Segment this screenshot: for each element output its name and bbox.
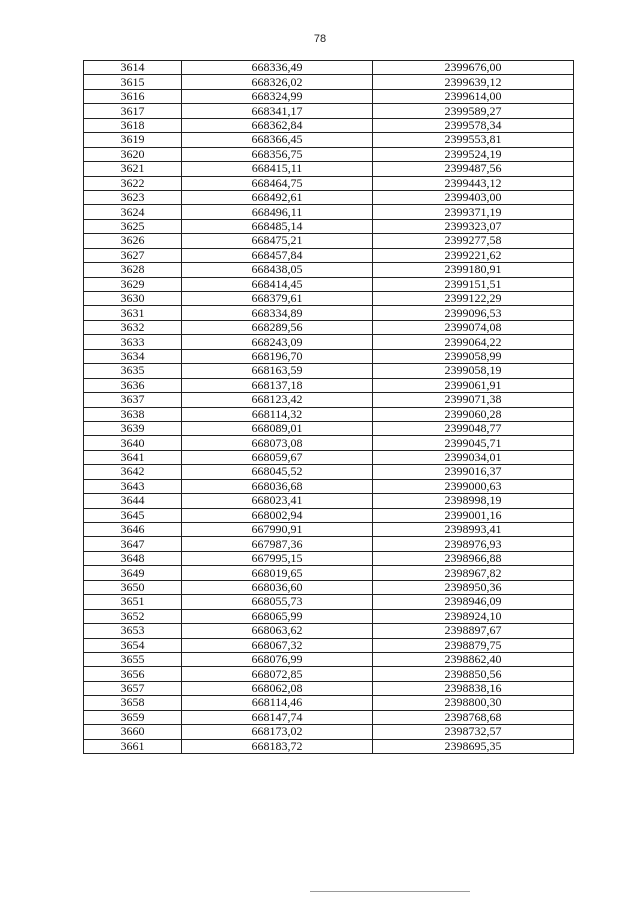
y-coordinate-cell: 2399016,37 — [373, 465, 574, 479]
table-row — [84, 407, 574, 421]
y-coordinate-cell: 2399180,91 — [373, 263, 574, 277]
point-number-cell: 3646 — [84, 523, 182, 537]
x-coordinate-cell: 668415,11 — [182, 162, 373, 176]
x-coordinate-cell: 668002,94 — [182, 508, 373, 522]
coordinates-table — [83, 60, 574, 754]
point-number-cell: 3614 — [84, 61, 182, 75]
table-row — [84, 118, 574, 132]
point-number-cell: 3631 — [84, 306, 182, 320]
x-coordinate-cell: 667995,15 — [182, 551, 373, 565]
table-row — [84, 566, 574, 580]
table-row — [84, 75, 574, 89]
x-coordinate-cell: 668089,01 — [182, 421, 373, 435]
y-coordinate-cell: 2399034,01 — [373, 450, 574, 464]
y-coordinate-cell: 2398966,88 — [373, 551, 574, 565]
y-coordinate-cell: 2399371,19 — [373, 205, 574, 219]
point-number-cell: 3616 — [84, 89, 182, 103]
coordinates-table-body — [84, 61, 574, 754]
y-coordinate-cell: 2398768,68 — [373, 710, 574, 724]
y-coordinate-cell: 2399403,00 — [373, 190, 574, 204]
point-number-cell: 3626 — [84, 234, 182, 248]
x-coordinate-cell: 668137,18 — [182, 378, 373, 392]
y-coordinate-cell: 2398897,67 — [373, 624, 574, 638]
y-coordinate-cell: 2399071,38 — [373, 393, 574, 407]
table-row — [84, 667, 574, 681]
table-row — [84, 248, 574, 262]
x-coordinate-cell: 668366,45 — [182, 133, 373, 147]
x-coordinate-cell: 668414,45 — [182, 277, 373, 291]
point-number-cell: 3634 — [84, 349, 182, 363]
point-number-cell: 3656 — [84, 667, 182, 681]
point-number-cell: 3648 — [84, 551, 182, 565]
x-coordinate-cell: 668036,60 — [182, 580, 373, 594]
x-coordinate-cell: 668073,08 — [182, 436, 373, 450]
point-number-cell: 3640 — [84, 436, 182, 450]
point-number-cell: 3624 — [84, 205, 182, 219]
point-number-cell: 3627 — [84, 248, 182, 262]
x-coordinate-cell: 667990,91 — [182, 523, 373, 537]
table-row — [84, 638, 574, 652]
point-number-cell: 3654 — [84, 638, 182, 652]
y-coordinate-cell: 2399045,71 — [373, 436, 574, 450]
table-row — [84, 652, 574, 666]
table-row — [84, 364, 574, 378]
table-row — [84, 205, 574, 219]
x-coordinate-cell: 668475,21 — [182, 234, 373, 248]
point-number-cell: 3649 — [84, 566, 182, 580]
x-coordinate-cell: 668023,41 — [182, 494, 373, 508]
x-coordinate-cell: 668019,65 — [182, 566, 373, 580]
table-row — [84, 436, 574, 450]
table-row — [84, 320, 574, 334]
table-row — [84, 133, 574, 147]
x-coordinate-cell: 668326,02 — [182, 75, 373, 89]
point-number-cell: 3638 — [84, 407, 182, 421]
point-number-cell: 3622 — [84, 176, 182, 190]
point-number-cell: 3655 — [84, 652, 182, 666]
point-number-cell: 3618 — [84, 118, 182, 132]
x-coordinate-cell: 668062,08 — [182, 681, 373, 695]
point-number-cell: 3621 — [84, 162, 182, 176]
x-coordinate-cell: 668362,84 — [182, 118, 373, 132]
point-number-cell: 3619 — [84, 133, 182, 147]
point-number-cell: 3628 — [84, 263, 182, 277]
point-number-cell: 3647 — [84, 537, 182, 551]
y-coordinate-cell: 2399074,08 — [373, 320, 574, 334]
point-number-cell: 3625 — [84, 219, 182, 233]
x-coordinate-cell: 668379,61 — [182, 292, 373, 306]
table-row — [84, 421, 574, 435]
y-coordinate-cell: 2398695,35 — [373, 739, 574, 753]
table-row — [84, 681, 574, 695]
x-coordinate-cell: 668173,02 — [182, 725, 373, 739]
y-coordinate-cell: 2398967,82 — [373, 566, 574, 580]
point-number-cell: 3643 — [84, 479, 182, 493]
point-number-cell: 3633 — [84, 335, 182, 349]
x-coordinate-cell: 668438,05 — [182, 263, 373, 277]
point-number-cell: 3653 — [84, 624, 182, 638]
x-coordinate-cell: 668036,68 — [182, 479, 373, 493]
y-coordinate-cell: 2399221,62 — [373, 248, 574, 262]
point-number-cell: 3637 — [84, 393, 182, 407]
y-coordinate-cell: 2399151,51 — [373, 277, 574, 291]
x-coordinate-cell: 668055,73 — [182, 595, 373, 609]
y-coordinate-cell: 2399443,12 — [373, 176, 574, 190]
y-coordinate-cell: 2399589,27 — [373, 104, 574, 118]
y-coordinate-cell: 2398879,75 — [373, 638, 574, 652]
x-coordinate-cell: 668196,70 — [182, 349, 373, 363]
x-coordinate-cell: 667987,36 — [182, 537, 373, 551]
x-coordinate-cell: 668457,84 — [182, 248, 373, 262]
y-coordinate-cell: 2398950,36 — [373, 580, 574, 594]
y-coordinate-cell: 2398732,57 — [373, 725, 574, 739]
table-row — [84, 263, 574, 277]
x-coordinate-cell: 668114,46 — [182, 696, 373, 710]
y-coordinate-cell: 2399048,77 — [373, 421, 574, 435]
table-row — [84, 277, 574, 291]
y-coordinate-cell: 2398850,56 — [373, 667, 574, 681]
y-coordinate-cell: 2399058,19 — [373, 364, 574, 378]
table-row — [84, 292, 574, 306]
point-number-cell: 3635 — [84, 364, 182, 378]
point-number-cell: 3639 — [84, 421, 182, 435]
y-coordinate-cell: 2398998,19 — [373, 494, 574, 508]
y-coordinate-cell: 2399058,99 — [373, 349, 574, 363]
table-row — [84, 739, 574, 753]
point-number-cell: 3620 — [84, 147, 182, 161]
point-number-cell: 3629 — [84, 277, 182, 291]
x-coordinate-cell: 668072,85 — [182, 667, 373, 681]
table-row — [84, 580, 574, 594]
point-number-cell: 3642 — [84, 465, 182, 479]
table-row — [84, 162, 574, 176]
point-number-cell: 3630 — [84, 292, 182, 306]
x-coordinate-cell: 668163,59 — [182, 364, 373, 378]
y-coordinate-cell: 2399122,29 — [373, 292, 574, 306]
table-row — [84, 450, 574, 464]
table-row — [84, 624, 574, 638]
point-number-cell: 3623 — [84, 190, 182, 204]
y-coordinate-cell: 2398946,09 — [373, 595, 574, 609]
y-coordinate-cell: 2399487,56 — [373, 162, 574, 176]
point-number-cell: 3615 — [84, 75, 182, 89]
table-row — [84, 378, 574, 392]
y-coordinate-cell: 2399000,63 — [373, 479, 574, 493]
table-row — [84, 61, 574, 75]
point-number-cell: 3645 — [84, 508, 182, 522]
table-row — [84, 479, 574, 493]
x-coordinate-cell: 668356,75 — [182, 147, 373, 161]
x-coordinate-cell: 668147,74 — [182, 710, 373, 724]
table-row — [84, 508, 574, 522]
point-number-cell: 3632 — [84, 320, 182, 334]
y-coordinate-cell: 2399639,12 — [373, 75, 574, 89]
table-row — [84, 393, 574, 407]
table-row — [84, 176, 574, 190]
table-row — [84, 537, 574, 551]
x-coordinate-cell: 668065,99 — [182, 609, 373, 623]
point-number-cell: 3658 — [84, 696, 182, 710]
y-coordinate-cell: 2399061,91 — [373, 378, 574, 392]
table-row — [84, 234, 574, 248]
x-coordinate-cell: 668183,72 — [182, 739, 373, 753]
point-number-cell: 3636 — [84, 378, 182, 392]
y-coordinate-cell: 2399323,07 — [373, 219, 574, 233]
table-row — [84, 147, 574, 161]
y-coordinate-cell: 2399578,34 — [373, 118, 574, 132]
table-row — [84, 104, 574, 118]
y-coordinate-cell: 2399060,28 — [373, 407, 574, 421]
x-coordinate-cell: 668492,61 — [182, 190, 373, 204]
table-row — [84, 609, 574, 623]
point-number-cell: 3650 — [84, 580, 182, 594]
x-coordinate-cell: 668496,11 — [182, 205, 373, 219]
table-row — [84, 335, 574, 349]
y-coordinate-cell: 2399096,53 — [373, 306, 574, 320]
bottom-rule — [310, 891, 470, 892]
table-row — [84, 494, 574, 508]
table-row — [84, 725, 574, 739]
point-number-cell: 3644 — [84, 494, 182, 508]
point-number-cell: 3657 — [84, 681, 182, 695]
y-coordinate-cell: 2399064,22 — [373, 335, 574, 349]
point-number-cell: 3617 — [84, 104, 182, 118]
table-row — [84, 190, 574, 204]
x-coordinate-cell: 668464,75 — [182, 176, 373, 190]
table-row — [84, 696, 574, 710]
y-coordinate-cell: 2399676,00 — [373, 61, 574, 75]
table-row — [84, 523, 574, 537]
y-coordinate-cell: 2399277,58 — [373, 234, 574, 248]
table-row — [84, 89, 574, 103]
table-row — [84, 306, 574, 320]
y-coordinate-cell: 2399553,81 — [373, 133, 574, 147]
x-coordinate-cell: 668076,99 — [182, 652, 373, 666]
x-coordinate-cell: 668059,67 — [182, 450, 373, 464]
point-number-cell: 3651 — [84, 595, 182, 609]
y-coordinate-cell: 2398800,30 — [373, 696, 574, 710]
x-coordinate-cell: 668341,17 — [182, 104, 373, 118]
y-coordinate-cell: 2399614,00 — [373, 89, 574, 103]
x-coordinate-cell: 668485,14 — [182, 219, 373, 233]
x-coordinate-cell: 668045,52 — [182, 465, 373, 479]
page-number: 78 — [313, 33, 327, 45]
table-row — [84, 349, 574, 363]
x-coordinate-cell: 668334,89 — [182, 306, 373, 320]
table-row — [84, 551, 574, 565]
x-coordinate-cell: 668243,09 — [182, 335, 373, 349]
point-number-cell: 3661 — [84, 739, 182, 753]
y-coordinate-cell: 2398976,93 — [373, 537, 574, 551]
x-coordinate-cell: 668063,62 — [182, 624, 373, 638]
y-coordinate-cell: 2398838,16 — [373, 681, 574, 695]
x-coordinate-cell: 668067,32 — [182, 638, 373, 652]
point-number-cell: 3660 — [84, 725, 182, 739]
point-number-cell: 3652 — [84, 609, 182, 623]
table-row — [84, 595, 574, 609]
point-number-cell: 3641 — [84, 450, 182, 464]
x-coordinate-cell: 668336,49 — [182, 61, 373, 75]
y-coordinate-cell: 2398924,10 — [373, 609, 574, 623]
x-coordinate-cell: 668324,99 — [182, 89, 373, 103]
table-row — [84, 710, 574, 724]
y-coordinate-cell: 2398862,40 — [373, 652, 574, 666]
table-row — [84, 465, 574, 479]
x-coordinate-cell: 668289,56 — [182, 320, 373, 334]
y-coordinate-cell: 2399001,16 — [373, 508, 574, 522]
x-coordinate-cell: 668114,32 — [182, 407, 373, 421]
x-coordinate-cell: 668123,42 — [182, 393, 373, 407]
y-coordinate-cell: 2399524,19 — [373, 147, 574, 161]
point-number-cell: 3659 — [84, 710, 182, 724]
table-row — [84, 219, 574, 233]
y-coordinate-cell: 2398993,41 — [373, 523, 574, 537]
